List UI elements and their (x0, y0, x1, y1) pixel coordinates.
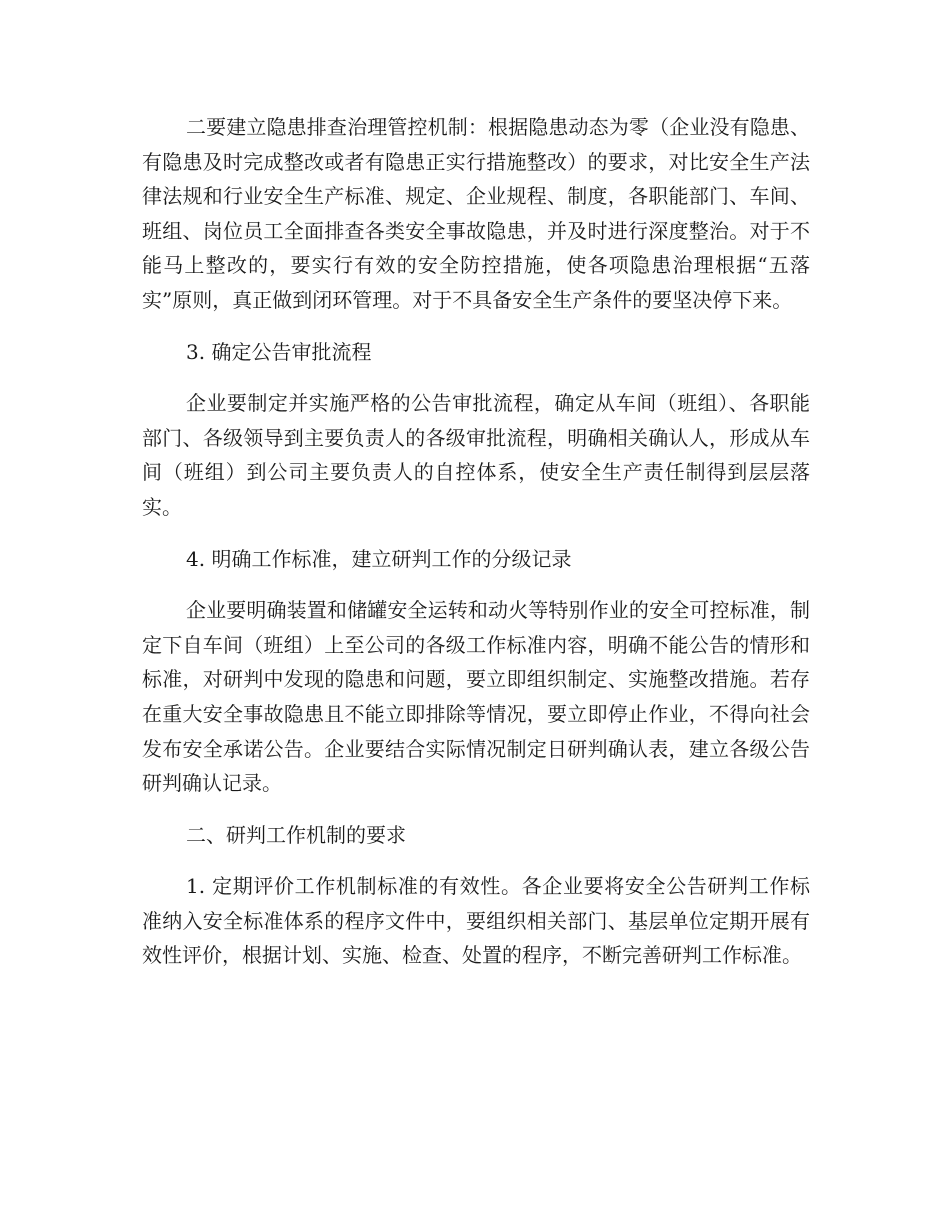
paragraph-periodic-evaluation: 1. 定期评价工作机制标准的有效性。各企业要将安全公告研判工作标准纳入安全标准体系的程序文件中，要组织相关部门、基层单位定期开展有效性评价，根据计划、实施、检查、处置的程序，不断完善研判工作标准。 (142, 874, 810, 968)
heading-work-standards: 4. 明确工作标准，建立研判工作的分级记录 (186, 546, 572, 571)
heading-approval-process: 3. 确定公告审批流程 (186, 339, 372, 364)
document-page (142, 110, 810, 973)
paragraph-work-standards: 企业要明确装置和储罐安全运转和动火等特别作业的安全可控标准，制定下自车间（班组）上至公司的各级工作标准内容，明确不能公告的情形和标准，对研判中发现的隐患和问题，要立即组织制定、实施整改措施。若存在重大安全事故隐患且不能立即排除等情况，要立即停止作业，不得向社会发布安全承诺公告。企业要结合实际情况制定日研判确认表，建立各级公告研判确认记录。 (142, 598, 810, 796)
paragraph-hazard-control: 二要建立隐患排查治理管控机制：根据隐患动态为零（企业没有隐患、有隐患及时完成整改或者有隐患正实行措施整改）的要求，对比安全生产法律法规和行业安全生产标准、规定、企业规程、制度，各职能部门、车间、班组、岗位员工全面排查各类安全事故隐患，并及时进行深度整治。对于不能马上整改的，要实行有效的安全防控措施，使各项隐患治理根据“五落实”原则，真正做到闭环管理。对于不具备安全生产条件的要坚决停下来。 (142, 115, 810, 312)
paragraph-approval-process: 企业要制定并实施严格的公告审批流程，确定从车间（班组）、各职能部门、各级领导到主要负责人的各级审批流程，明确相关确认人，形成从车间（班组）到公司主要负责人的自控体系，使安全生产责任制得到层层落实。 (142, 391, 810, 519)
heading-mechanism-requirements: 二、研判工作机制的要求 (186, 822, 406, 847)
